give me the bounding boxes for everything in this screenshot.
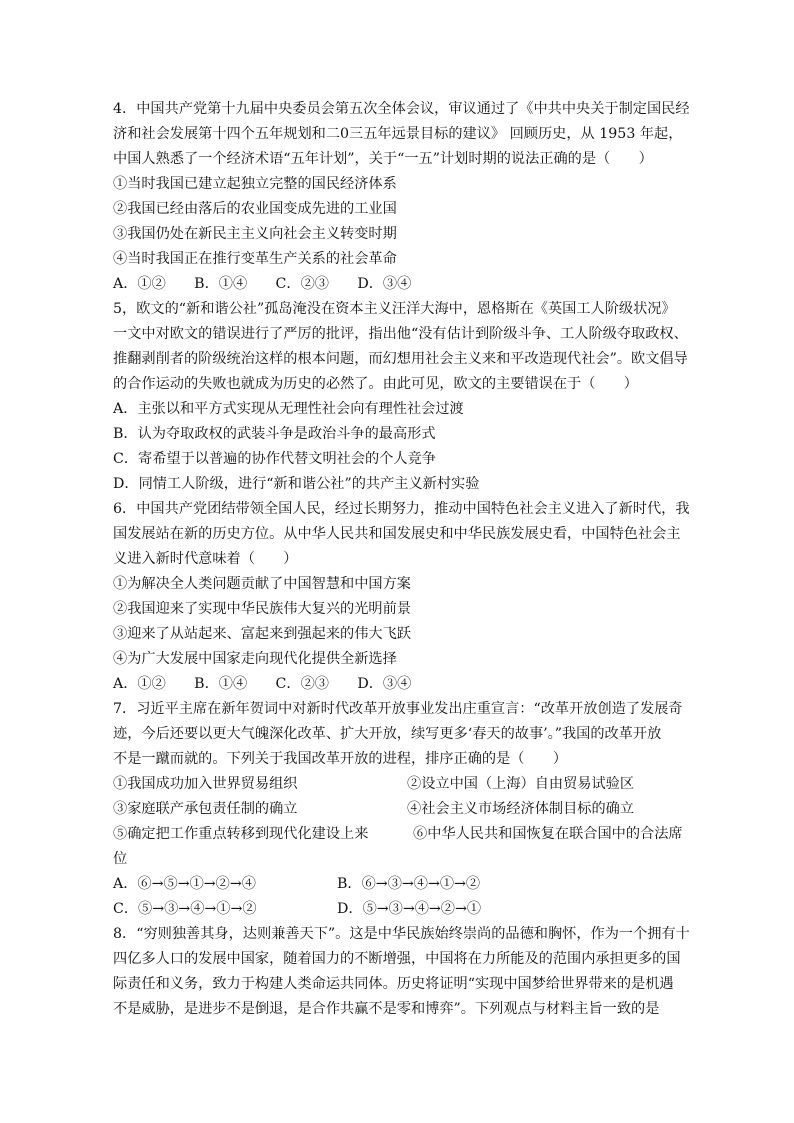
question-4-stem-line: 中国人熟悉了一个经济术语“五年计划”，关于“一五”计划时期的说法正确的是（ ） (113, 151, 653, 167)
question-4-item-2: ②我国已经由落后的农业国变成先进的工业国 (113, 201, 397, 217)
question-8-stem-line: 不是威胁，是进步不是倒退，是合作共赢不是零和博弈”。下列观点与材料主旨一致的是 (113, 1001, 660, 1017)
question-7-stem-line: 7．习近平主席在新年贺词中对新时代改革开放事业发出庄重宣言：“改革开放创造了发展奇 (113, 701, 683, 717)
question-7-option-a: A．⑥→⑤→①→②→④ (113, 876, 256, 892)
question-4-item-1: ①当时我国已建立起独立完整的国民经济体系 (113, 176, 397, 192)
question-5-option-b: B．认为夺取政权的武装斗争是政治斗争的最高形式 (113, 426, 436, 442)
question-6-stem-line: 义进入新时代意味着（ ） (113, 551, 298, 567)
question-7-item-2: ②设立中国（上海）自由贸易试验区 (407, 776, 635, 792)
question-5-stem-line: 的合作运动的失败也就成为历史的必然了。由此可见，欧文的主要错误在于（ ） (113, 376, 638, 392)
question-7-item-6-continued: 位 (113, 851, 128, 867)
question-4-options: A．①② B．①④ C．②③ D．③④ (113, 276, 412, 292)
question-4-item-4: ④当时我国正在推行变革生产关系的社会革命 (113, 251, 397, 267)
question-7-item-6: ⑥中华人民共和国恢复在联合国中的合法席 (413, 826, 683, 842)
question-6-item-3: ③迎来了从站起来、富起来到强起来的伟大飞跃 (113, 626, 411, 642)
question-6-item-1: ①为解决全人类问题贡献了中国智慧和中国方案 (113, 576, 411, 592)
question-5-stem-line: 一文中对欧文的错误进行了严厉的批评，指出他“没有估计到阶级斗争、工人阶级夺取政权、 (113, 326, 688, 342)
question-7-stem-line: 不是一蹴而就的。下列关于我国改革开放的进程，排序正确的是（ ） (113, 751, 568, 767)
question-7-stem-line: 迹，今后还要以更大气魄深化改革、扩大开放，续写更多‘春天的故事’。”我国的改革开放 (113, 726, 662, 742)
question-7-item-3: ③家庭联产承包责任制的确立 (113, 801, 298, 817)
question-7-item-1: ①我国成功加入世界贸易组织 (113, 776, 298, 792)
question-4-stem-line: 济和社会发展第十四个五年规划和二0三五年远景目标的建议》 回顾历史，从 1953 年起， (113, 126, 683, 142)
question-5-stem-line: 5，欧文的“新和谐公社”孤岛淹没在资本主义汪洋大海中，恩格斯在《英国工人阶级状况》 (113, 301, 676, 317)
question-8-stem-line: 际责任和义务，致力于构建人类命运共同体。历史将证明“实现中国梦给世界带来的是机遇 (113, 976, 674, 992)
question-6-stem-line: 国发展站在新的历史方位。从中华人民共和国发展史和中华民族发展史看，中国特色社会主 (113, 526, 681, 542)
question-8-stem-line: 8．“穷则独善其身，达则兼善天下”。这是中华民族始终崇尚的品德和胸怀，作为一个拥有十 (113, 926, 690, 942)
question-7-item-4: ④社会主义市场经济体制目标的确立 (407, 801, 635, 817)
question-6-item-4: ④为广大发展中国家走向现代化提供全新选择 (113, 651, 397, 667)
question-4-stem-line: 4．中国共产党第十九届中央委员会第五次全体会议，审议通过了《中共中央关于制定国民经 (113, 101, 690, 117)
question-5-option-c: C．寄希望于以普遍的协作代替文明社会的个人竞争 (113, 451, 436, 467)
question-6-item-2: ②我国迎来了实现中华民族伟大复兴的光明前景 (113, 601, 411, 617)
question-7-option-b: B．⑥→③→④→①→② (337, 876, 481, 892)
question-7-option-d: D．⑤→③→④→②→① (337, 901, 482, 917)
question-8-stem-line: 四亿多人口的发展中国家，随着国力的不断增强，中国将在力所能及的范围内承担更多的国 (113, 951, 681, 967)
question-4-item-3: ③我国仍处在新民主主义向社会主义转变时期 (113, 226, 397, 242)
question-6-stem-line: 6．中国共产党团结带领全国人民，经过长期努力，推动中国特色社会主义进入了新时代，我 (113, 501, 690, 517)
question-5-option-d: D．同情工人阶级，进行“新和谐公社”的共产主义新村实验 (113, 476, 480, 492)
question-7-item-5: ⑤确定把工作重点转移到现代化建设上来 (113, 826, 369, 842)
question-6-options: A．①② B．①④ C．②③ D．③④ (113, 676, 412, 692)
question-5-option-a: A．主张以和平方式实现从无理性社会向有理性社会过渡 (113, 401, 464, 417)
question-7-option-c: C．⑤→③→④→①→② (113, 901, 257, 917)
question-5-stem-line: 推翻剥削者的阶级统治这样的根本问题，而幻想用社会主义来和平改造现代社会”。欧文倡导 (113, 351, 688, 367)
